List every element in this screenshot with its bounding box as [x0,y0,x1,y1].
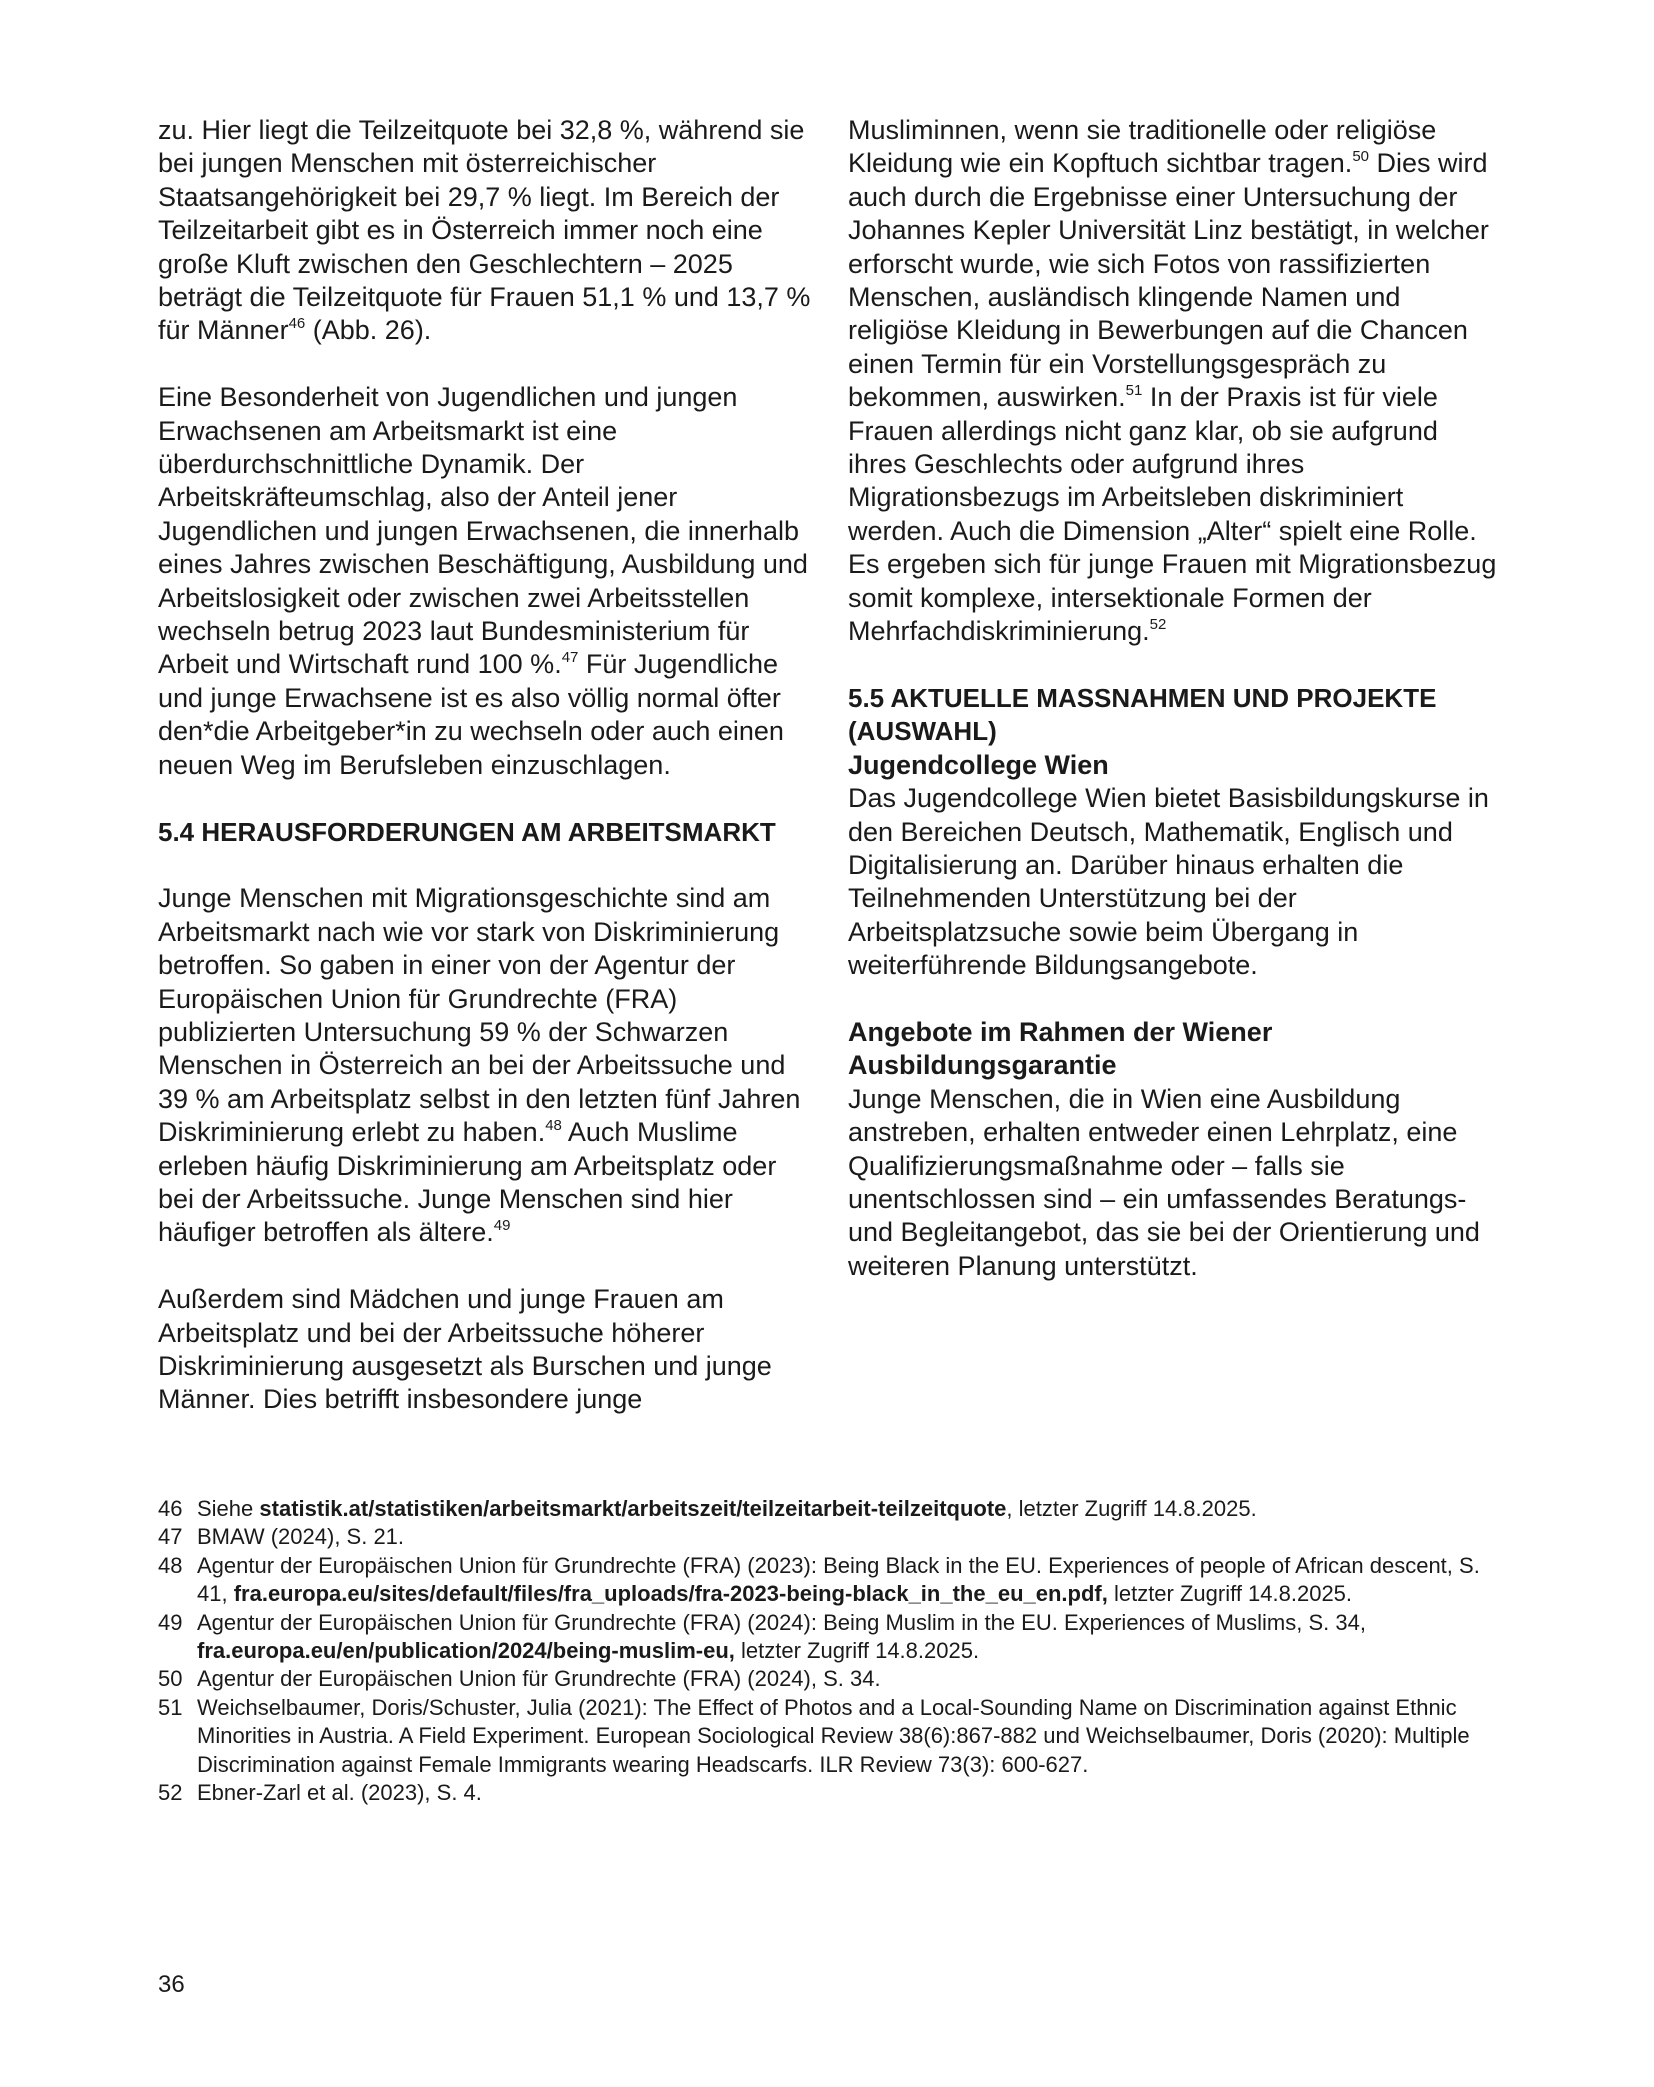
paragraph-labour-dynamics: Eine Besonderheit von Jugendlichen und jungen Erwachsenen am Arbeitsmarkt ist eine überdurchschnittliche Dynamik. Der Arbeitskräfteumschlag, also der Anteil jener Jugendlichen und jungen Erwachsenen, die innerhalb eines Jahres zwischen Beschäftigung, Ausbildung und Arbeitslosigkeit oder zwischen zwei Arbeitsstellen wechseln betrug 2023 laut Bundesministerium für Arbeit und Wirtschaft rund 100 %.$^{47}$ Für Jugendliche und junge Erwachsene ist es also völlig normal öfter den*die Arbeitgeber*in zu wechseln oder auch einen neuen Weg im Berufsleben einzuschlagen. [158,382,808,780]
footnote-ref[interactable]: 48 [545,1117,562,1135]
section-heading-5-5: 5.5 AKTUELLE MASSNAHMEN UND PROJEKTE (AUSWAHL) [848,682,1437,747]
right-column [848,114,1503,1283]
footnote-51: 51 Weichselbaumer, Doris/Schuster, Julia (2021): The Effect of Photos and a Local-Sounding Name on Discrimination against Ethnic Minorities in Austria. A Field Experiment. European Sociological Review 38(6):867-882 und Weichselbaumer, Doris (2020): Multiple Discrimination against Female Immigrants wearing Headscarfs. ILR Review 73(3): 600-627. [158,1694,1470,1777]
subheading-ausbildungsgarantie: Angebote im Rahmen der Wiener Ausbildungsgarantie [848,1016,1273,1081]
footnote-ref[interactable]: 49 [493,1217,511,1235]
paragraph-ausbildungsgarantie: Junge Menschen, die in Wien eine Ausbildung anstreben, erhalten entweder einen Lehrplatz, eine Qualifizierungsmaßnahme oder – falls sie unentschlossen sind – ein umfassendes Beratungs- und Begleitangebot, das sie bei der Orientierung und weiteren Planung unterstützt. [848,1083,1480,1281]
footnote-link[interactable]: statistik.at/statistiken/arbeitsmarkt/arbeitszeit/teilzeitarbeit-teilzeitquote [259,1496,1007,1521]
footnote-ref[interactable]: 51 [1125,382,1143,400]
subheading-jugendcollege: Jugendcollege Wien [848,749,1109,780]
footnote-ref[interactable]: 52 [1149,616,1167,634]
footnote-link[interactable]: fra.europa.eu/en/publication/2024/being-muslim-eu, [197,1638,735,1664]
footnote-52: 52 Ebner-Zarl et al. (2023), S. 4. [158,1780,482,1806]
footnote-46: 46 Siehe statistik.at/statistiken/arbeitsmarkt/arbeitszeit/teilzeitarbeit-teilzeitquote, letzter Zugriff 14.8.2025. [158,1496,1257,1521]
footnote-link[interactable]: fra.europa.eu/sites/default/files/fra_uploads/fra-2023-being-black_in_the_eu_en.pdf, [233,1581,1108,1607]
page-number: 36 [158,1971,185,1998]
paragraph-part-time-quota: zu. Hier liegt die Teilzeitquote bei 32,8 %, während sie bei jungen Menschen mit österreichischer Staatsangehörigkeit bei 29,7 % liegt. Im Bereich der Teilzeitarbeit gibt es in Österreich immer noch eine große Kluft zwischen den Geschlechtern – 2025 beträgt die Teilzeitquote für Frauen 51,1 % und 13,7 % für Männer$^{46}$ (Abb. 26). [158,115,811,346]
paragraph-jugendcollege: Das Jugendcollege Wien bietet Basisbildungskurse in den Bereichen Deutsch, Mathematik, Englisch und Digitalisierung an. Darüber hinaus erhalten die Teilnehmenden Unterstützung bei der Arbeitsplatzsuche sowie beim Übergang in weiterführende Bildungsangebote. [848,783,1489,981]
paragraph-discrimination: Junge Menschen mit Migrationsgeschichte sind am Arbeitsmarkt nach wie vor stark von Diskriminierung betroffen. So gaben in einer von der Agentur der Europäischen Union für Grundrechte (FRA) publizierten Untersuchung 59 % der Schwarzen Menschen in Österreich an bei der Arbeitssuche und 39 % am Arbeitsplatz selbst in den letzten fünf Jahren Diskriminierung erlebt zu haben.$^{48}$ Auch Muslime erleben häufig Diskriminierung am Arbeitsplatz oder bei der Arbeitssuche. Junge Menschen sind hier häufiger betroffen als ältere.$^{49}$ [158,883,801,1248]
footnote-ref[interactable]: 47 [561,649,579,667]
footnote-47: 47 BMAW (2024), S. 21. [158,1524,405,1550]
section-heading-5-4: 5.4 HERAUSFORDERUNGEN AM ARBEITSMARKT [158,816,776,847]
footnotes [158,1495,1498,1807]
footnote-ref[interactable]: 50 [1352,148,1369,166]
footnote-50: 50 Agentur der Europäischen Union für Grundrechte (FRA) (2024), S. 34. [158,1666,881,1692]
footnote-ref[interactable]: 46 [288,315,306,333]
footnote-48: 48 Agentur der Europäischen Union für Grundrechte (FRA) (2023): Being Black in the EU. Experiences of people of African descent, S. 41, fra.europa.eu/sites/default/files/fra_uploads/fra-2023-being-black_in_the_eu_en.pdf, letzter Zugriff 14.8.2025. [158,1552,1480,1607]
left-column [158,114,813,1417]
paragraph-muslim-women: Musliminnen, wenn sie traditionelle oder religiöse Kleidung wie ein Kopftuch sichtbar tragen.$^{50}$ Dies wird auch durch die Ergebnisse einer Untersuchung der Johannes Kepler Universität Linz bestätigt, in welcher erforscht wurde, wie sich Fotos von rassifizierten Menschen, ausländisch klingende Namen und religiöse Kleidung in Bewerbungen auf die Chancen einen Termin für ein Vorstellungsgespräch zu bekommen, auswirken.$^{51}$ In der Praxis ist für viele Frauen allerdings nicht ganz klar, ob sie aufgrund ihres Geschlechts oder aufgrund ihres Migrationsbezugs im Arbeitsleben diskriminiert werden. Auch die Dimension „Alter“ spielt eine Rolle. Es ergeben sich für junge Frauen mit Migrationsbezug somit komplexe, intersektionale Formen der Mehrfachdiskriminierung.$^{52}$ [848,115,1497,647]
footnote-49: 49 Agentur der Europäischen Union für Grundrechte (FRA) (2024): Being Muslim in the EU. Experiences of Muslims, S. 34, fra.europa.eu/en/publication/2024/being-muslim-eu, letzter Zugriff 14.8.2025. [158,1609,1366,1664]
paragraph-young-women: Außerdem sind Mädchen und junge Frauen am Arbeitsplatz und bei der Arbeitssuche höherer Diskriminierung ausgesetzt als Burschen und junge Männer. Dies betrifft insbesondere junge [158,1284,772,1415]
